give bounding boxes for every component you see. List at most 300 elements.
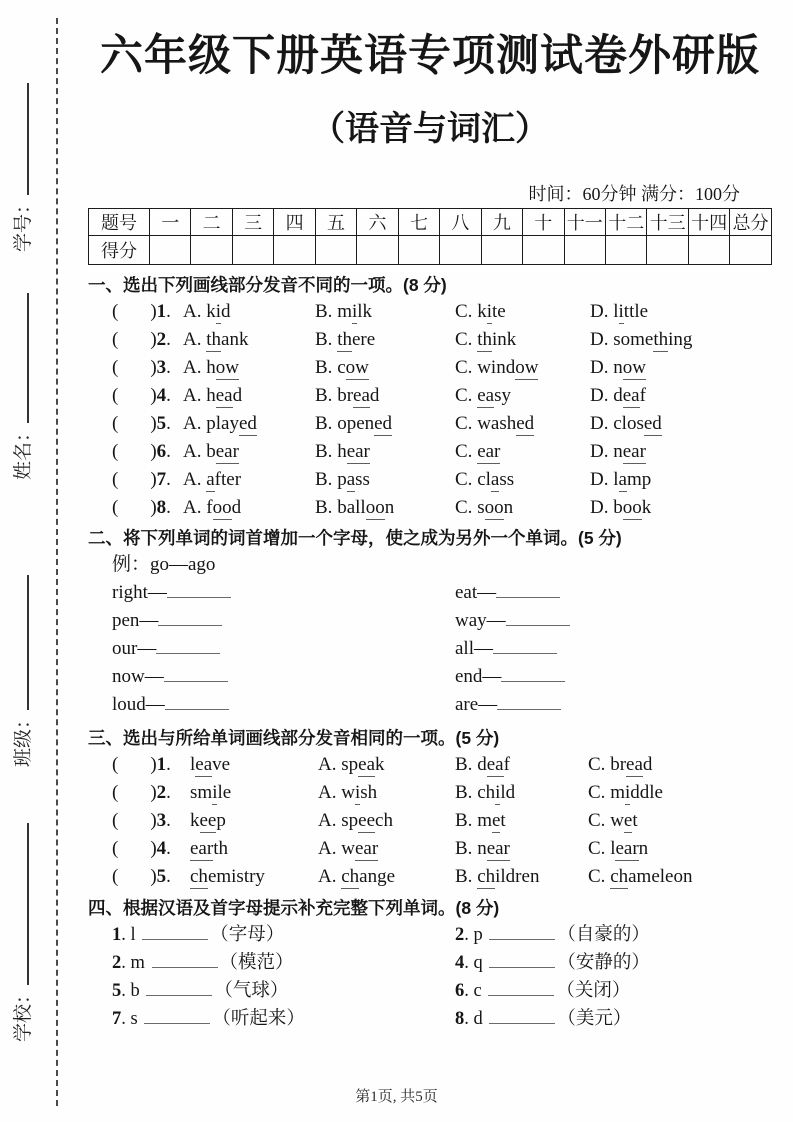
option-a: A. head: [183, 385, 243, 406]
fill-word-item: 4. q （安静的）: [455, 953, 650, 973]
option-b: B. pass: [315, 469, 370, 490]
underlined-letters: ee: [358, 810, 376, 831]
fill-in-blank: [496, 583, 560, 598]
answer-bracket: ( )1.: [112, 301, 171, 322]
option-b: B. balloon: [315, 497, 395, 518]
score-cell: [440, 236, 481, 265]
answer-bracket: ( )2.: [112, 782, 171, 803]
score-table-header-cell: 五: [315, 209, 356, 236]
stem-word: [190, 807, 318, 835]
option-word: head: [206, 385, 243, 406]
underlined-letters: ch: [190, 866, 208, 887]
underlined-letters: i: [212, 782, 218, 803]
option-word: lamp: [613, 469, 652, 490]
score-table-header-cell: 十四: [688, 209, 729, 236]
underlined-letters: ow: [622, 357, 646, 378]
fill-in-blank: [165, 695, 229, 710]
option-c: C. chameleon: [588, 866, 693, 887]
option-a: A. food: [183, 497, 242, 518]
score-table-header-row: [89, 209, 772, 236]
option-b: B. cow: [315, 357, 369, 378]
section3-questions: [88, 751, 772, 891]
option-word: cow: [337, 357, 369, 378]
underlined-letters: i: [618, 301, 624, 322]
student-info-field: [13, 83, 35, 252]
question-number: 5: [156, 866, 167, 887]
underlined-letters: th: [477, 329, 492, 350]
chinese-hint: （美元）: [557, 1009, 632, 1029]
option-word: opened: [337, 413, 393, 434]
chinese-hint: （模范）: [219, 953, 294, 973]
fill-in-blank: [167, 583, 231, 598]
option-word: bread: [337, 385, 380, 406]
score-cell: [232, 236, 273, 265]
item-number: 4: [455, 953, 465, 973]
answer-bracket: ( )5.: [112, 866, 171, 887]
option-word: pass: [337, 469, 370, 490]
page-footer: 第1页, 共5页: [355, 1089, 438, 1105]
question-number: 6: [156, 441, 167, 462]
option-c: C. easy: [455, 385, 511, 406]
score-table-header-cell: 九: [481, 209, 522, 236]
underlined-letters: ed: [374, 413, 393, 434]
fill-word-item: 2. m （模范）: [112, 953, 294, 973]
underlined-letters: ed: [516, 413, 535, 434]
underlined-letters: ear: [346, 441, 370, 462]
fill-in-blank: [489, 1009, 555, 1024]
fill-word-item: 2. p （自豪的）: [455, 925, 650, 945]
fill-in-blank: [146, 981, 212, 996]
word-pair: now—: [112, 663, 455, 691]
option-word: thank: [206, 329, 249, 350]
answer-bracket: ( )4.: [112, 385, 171, 406]
underlined-letters: e: [623, 810, 633, 831]
stem-word: [190, 751, 318, 779]
option-word: soon: [477, 497, 514, 518]
option-word: bread: [610, 754, 653, 775]
question-number: 4: [156, 385, 167, 406]
option-b: B. hear: [315, 441, 370, 462]
question-row: [88, 410, 772, 438]
option-word: deaf: [477, 754, 510, 775]
option-b: B. met: [455, 810, 506, 831]
page-title: 六年级下册英语专项测试卷外研版: [100, 33, 760, 80]
answer-bracket: ( )1.: [112, 754, 171, 775]
word-pair-row: [88, 691, 772, 719]
question-row: [88, 779, 772, 807]
option-b: B. bread: [315, 385, 380, 406]
question-number: 2: [156, 782, 167, 803]
section3-heading: 三、选出与所给单词画线部分发音相同的一项。(5 分): [88, 728, 500, 748]
option-d: D. near: [590, 441, 646, 462]
item-number: 1: [112, 925, 122, 945]
score-table-header-cell: 题号: [89, 209, 150, 236]
option-a: A. thank: [183, 329, 249, 350]
question-row: [88, 466, 772, 494]
score-table-header-cell: 十: [523, 209, 564, 236]
score-cell: [398, 236, 439, 265]
underlined-letters: a: [618, 469, 627, 490]
chinese-hint: （安静的）: [557, 953, 650, 973]
underlined-letters: ea: [486, 754, 504, 775]
underlined-letters: ear: [215, 441, 239, 462]
underlined-letters: i: [624, 782, 631, 803]
question-number: 5: [156, 413, 167, 434]
question-row: [88, 326, 772, 354]
underlined-letters: a: [346, 469, 356, 490]
option-word: deaf: [613, 385, 646, 406]
option-d: D. closed: [590, 413, 662, 434]
question-row: [88, 354, 772, 382]
option-word: wish: [341, 782, 378, 803]
student-info-field: [13, 575, 35, 767]
stem-word-text: leave: [190, 754, 231, 775]
fill-in-blank: [156, 639, 220, 654]
option-word: learn: [610, 838, 649, 859]
underlined-letters: oo: [365, 497, 385, 518]
option-a: A. bear: [183, 441, 239, 462]
fill-word-row: [88, 977, 772, 1005]
score-cell: [523, 236, 564, 265]
underlined-letters: ear: [354, 838, 379, 859]
option-d: D. something: [590, 329, 693, 350]
question-number: 7: [156, 469, 167, 490]
answer-bracket: ( )8.: [112, 497, 171, 518]
option-word: after: [206, 469, 242, 490]
fill-in-blank: [144, 1009, 210, 1024]
student-info-blank-line: [13, 575, 29, 710]
word-pair: pen—: [112, 607, 455, 635]
option-word: something: [613, 329, 693, 350]
underlined-letters: i: [354, 782, 361, 803]
question-number: 4: [156, 838, 167, 859]
score-table-header-cell: 十二: [605, 209, 646, 236]
item-number: 6: [455, 981, 465, 1001]
score-table-header-cell: 二: [191, 209, 232, 236]
option-word: change: [341, 866, 396, 887]
student-info-label: 姓名：: [13, 422, 34, 480]
item-number: 5: [112, 981, 122, 1001]
option-word: met: [477, 810, 506, 831]
fill-in-blank: [497, 695, 561, 710]
page-subtitle: （语音与词汇）: [311, 111, 549, 148]
stem-word: [190, 835, 318, 863]
option-word: kite: [477, 301, 506, 322]
answer-bracket: ( )3.: [112, 810, 171, 831]
option-b: B. there: [315, 329, 376, 350]
score-cell: [688, 236, 729, 265]
score-table-header-cell: 六: [357, 209, 398, 236]
underlined-letters: i: [495, 782, 501, 803]
score-table-header-cell: 十一: [564, 209, 605, 236]
chinese-hint: （字母）: [210, 925, 285, 945]
question-number: 2: [156, 329, 167, 350]
underlined-letters: a: [206, 469, 215, 490]
fill-in-blank: [489, 925, 555, 940]
question-number: 8: [156, 497, 167, 518]
option-d: D. lamp: [590, 469, 652, 490]
option-word: speech: [341, 810, 393, 831]
underlined-letters: ea: [622, 385, 640, 406]
section4-heading: 四、根据汉语及首字母提示补充完整下列单词。(8 分): [88, 898, 500, 918]
underlined-letters: ear: [615, 838, 639, 859]
underlined-letters: e: [491, 810, 501, 831]
answer-bracket: ( )4.: [112, 838, 171, 859]
underlined-letters: oo: [484, 497, 504, 518]
question-row: [88, 751, 772, 779]
option-word: easy: [477, 385, 511, 406]
option-c: C. wet: [588, 810, 638, 831]
option-a: A. speak: [318, 754, 385, 775]
option-c: C. washed: [455, 413, 535, 434]
fill-in-blank: [142, 925, 208, 940]
fill-word-row: [88, 1005, 772, 1033]
option-word: now: [613, 357, 646, 378]
exam-time-score-meta: 时间：60分钟 满分：100分: [528, 184, 740, 204]
fill-in-blank: [488, 981, 554, 996]
fill-in-blank: [164, 667, 228, 682]
option-word: closed: [613, 413, 662, 434]
option-a: A. kid: [183, 301, 231, 322]
underlined-letters: ee: [199, 810, 217, 831]
option-c: C. window: [455, 357, 539, 378]
underlined-letters: ea: [215, 385, 233, 406]
option-c: C. think: [455, 329, 517, 350]
option-word: class: [477, 469, 515, 490]
underlined-letters: a: [490, 469, 500, 490]
chinese-hint: （自豪的）: [557, 925, 650, 945]
underlined-letters: ed: [238, 413, 257, 434]
word-pair: eat—: [455, 579, 772, 607]
score-cell: [191, 236, 232, 265]
section1-questions: [88, 298, 772, 522]
score-table-header-cell: 七: [398, 209, 439, 236]
option-a: A. after: [183, 469, 242, 490]
option-a: A. wish: [318, 782, 378, 803]
word-pair: end—: [455, 663, 772, 691]
option-word: window: [477, 357, 539, 378]
underlined-letters: th: [206, 329, 222, 350]
chinese-hint: （听起来）: [212, 1009, 305, 1029]
option-a: A. how: [183, 357, 239, 378]
section1-heading: 一、选出下列画线部分发音不同的一项。(8 分): [88, 275, 447, 295]
score-cell: [315, 236, 356, 265]
option-word: kid: [206, 301, 231, 322]
option-d: D. now: [590, 357, 646, 378]
fill-in-blank: [158, 611, 222, 626]
score-cell: [647, 236, 688, 265]
option-word: hear: [337, 441, 370, 462]
student-info-field: [13, 293, 35, 480]
section2-example: 例：go—ago: [112, 554, 216, 575]
student-info-blank-line: [13, 83, 29, 195]
option-d: D. deaf: [590, 385, 646, 406]
answer-bracket: ( )7.: [112, 469, 171, 490]
option-a: A. change: [318, 866, 396, 887]
underlined-letters: ea: [626, 754, 643, 775]
question-row: [88, 835, 772, 863]
option-b: B. child: [455, 782, 516, 803]
section2-word-pairs: [88, 579, 772, 719]
underlined-letters: oo: [212, 497, 232, 518]
underlined-letters: ow: [215, 357, 239, 378]
item-number: 2: [455, 925, 465, 945]
score-row-label: 得分: [89, 236, 150, 265]
option-word: near: [477, 838, 510, 859]
stem-word: [190, 863, 318, 891]
stem-word-text: smile: [190, 782, 232, 803]
fill-in-blank: [493, 639, 557, 654]
word-pair-row: [88, 635, 772, 663]
fill-in-blank: [501, 667, 565, 682]
underlined-letters: ch: [610, 866, 629, 887]
option-word: milk: [337, 301, 373, 322]
fold-dashed-line: [56, 18, 58, 1106]
question-row: [88, 807, 772, 835]
underlined-letters: ea: [358, 754, 376, 775]
score-table-header-cell: 四: [274, 209, 315, 236]
underlined-letters: ea: [353, 385, 370, 406]
option-b: B. near: [455, 838, 510, 859]
underlined-letters: i: [351, 301, 358, 322]
score-table-header-cell: 十三: [647, 209, 688, 236]
word-pair: all—: [455, 635, 772, 663]
option-word: washed: [477, 413, 535, 434]
underlined-letters: ch: [477, 866, 496, 887]
question-number: 1: [156, 301, 167, 322]
underlined-letters: ed: [643, 413, 662, 434]
fill-in-blank: [152, 953, 218, 968]
underlined-letters: ea: [195, 754, 213, 775]
underlined-letters: ea: [477, 385, 495, 406]
student-info-blank-line: [13, 293, 29, 423]
stem-word-text: earth: [190, 838, 228, 859]
fill-word-item: 1. l （字母）: [112, 925, 285, 945]
option-a: A. wear: [318, 838, 379, 859]
underlined-letters: oo: [622, 497, 642, 518]
student-info-label: 班级：: [13, 709, 34, 767]
option-word: middle: [610, 782, 663, 803]
question-row: [88, 298, 772, 326]
fill-in-blank: [489, 953, 555, 968]
score-cell: [357, 236, 398, 265]
score-table-header-cell: 三: [232, 209, 273, 236]
stem-word-text: keep: [190, 810, 226, 831]
score-table: [88, 208, 772, 265]
option-word: near: [613, 441, 646, 462]
option-c: C. bread: [588, 754, 653, 775]
option-word: think: [477, 329, 517, 350]
option-a: A. played: [183, 413, 257, 434]
chinese-hint: （气球）: [214, 981, 289, 1001]
answer-bracket: ( )6.: [112, 441, 171, 462]
option-c: C. middle: [588, 782, 663, 803]
score-table-header-cell: 八: [440, 209, 481, 236]
question-row: [88, 494, 772, 522]
option-word: children: [477, 866, 540, 887]
fill-word-item: 8. d （美元）: [455, 1009, 632, 1029]
underlined-letters: i: [486, 301, 492, 322]
fill-word-row: [88, 949, 772, 977]
option-word: chameleon: [610, 866, 693, 887]
fill-word-item: 6. c （关闭）: [455, 981, 631, 1001]
option-b: B. opened: [315, 413, 393, 434]
chinese-hint: （关闭）: [556, 981, 631, 1001]
option-word: child: [477, 782, 516, 803]
option-a: A. speech: [318, 810, 393, 831]
option-b: B. milk: [315, 301, 373, 322]
option-c: C. learn: [588, 838, 649, 859]
option-c: C. kite: [455, 301, 506, 322]
fill-word-row: [88, 921, 772, 949]
option-c: C. ear: [455, 441, 501, 462]
fill-word-item: 5. b （气球）: [112, 981, 289, 1001]
option-d: D. little: [590, 301, 649, 322]
underlined-letters: th: [337, 329, 352, 350]
option-word: book: [613, 497, 652, 518]
word-pair: are—: [455, 691, 772, 719]
underlined-letters: ear: [477, 441, 501, 462]
option-word: played: [206, 413, 257, 434]
score-cell: [605, 236, 646, 265]
score-cell: [481, 236, 522, 265]
option-b: B. children: [455, 866, 540, 887]
fill-word-item: 7. s （听起来）: [112, 1009, 305, 1029]
word-pair: way—: [455, 607, 772, 635]
underlined-letters: ear: [190, 838, 214, 859]
underlined-letters: th: [653, 329, 669, 350]
question-row: [88, 438, 772, 466]
stem-word-text: chemistry: [190, 866, 265, 887]
word-pair: loud—: [112, 691, 455, 719]
option-word: [477, 441, 500, 464]
underlined-letters: ow: [515, 357, 539, 378]
answer-bracket: ( )2.: [112, 329, 171, 350]
answer-bracket: ( )3.: [112, 357, 171, 378]
score-cell: [564, 236, 605, 265]
option-word: food: [206, 497, 242, 518]
section4-items: [88, 921, 772, 1033]
word-pair-row: [88, 579, 772, 607]
student-info-blank-line: [13, 823, 29, 985]
item-number: 7: [112, 1009, 122, 1029]
option-c: C. class: [455, 469, 515, 490]
score-table-header-cell: 一: [150, 209, 191, 236]
stem-word: [190, 779, 318, 807]
score-cell: [150, 236, 191, 265]
word-pair-row: [88, 607, 772, 635]
option-word: little: [613, 301, 649, 322]
question-number: 3: [156, 810, 167, 831]
question-number: 1: [156, 754, 167, 775]
underlined-letters: ear: [622, 441, 646, 462]
word-pair-row: [88, 663, 772, 691]
option-word: wet: [610, 810, 638, 831]
word-pair: our—: [112, 635, 455, 663]
score-cell: [274, 236, 315, 265]
student-info-field: [13, 823, 35, 1042]
underlined-letters: ch: [341, 866, 360, 887]
answer-bracket: ( )5.: [112, 413, 171, 434]
question-row: [88, 863, 772, 891]
option-word: wear: [341, 838, 379, 859]
score-table-score-row: [89, 236, 772, 265]
word-pair: right—: [112, 579, 455, 607]
score-cell: [730, 236, 772, 265]
student-info-label: 学校：: [13, 984, 34, 1042]
underlined-letters: ear: [486, 838, 510, 859]
question-number: 3: [156, 357, 167, 378]
